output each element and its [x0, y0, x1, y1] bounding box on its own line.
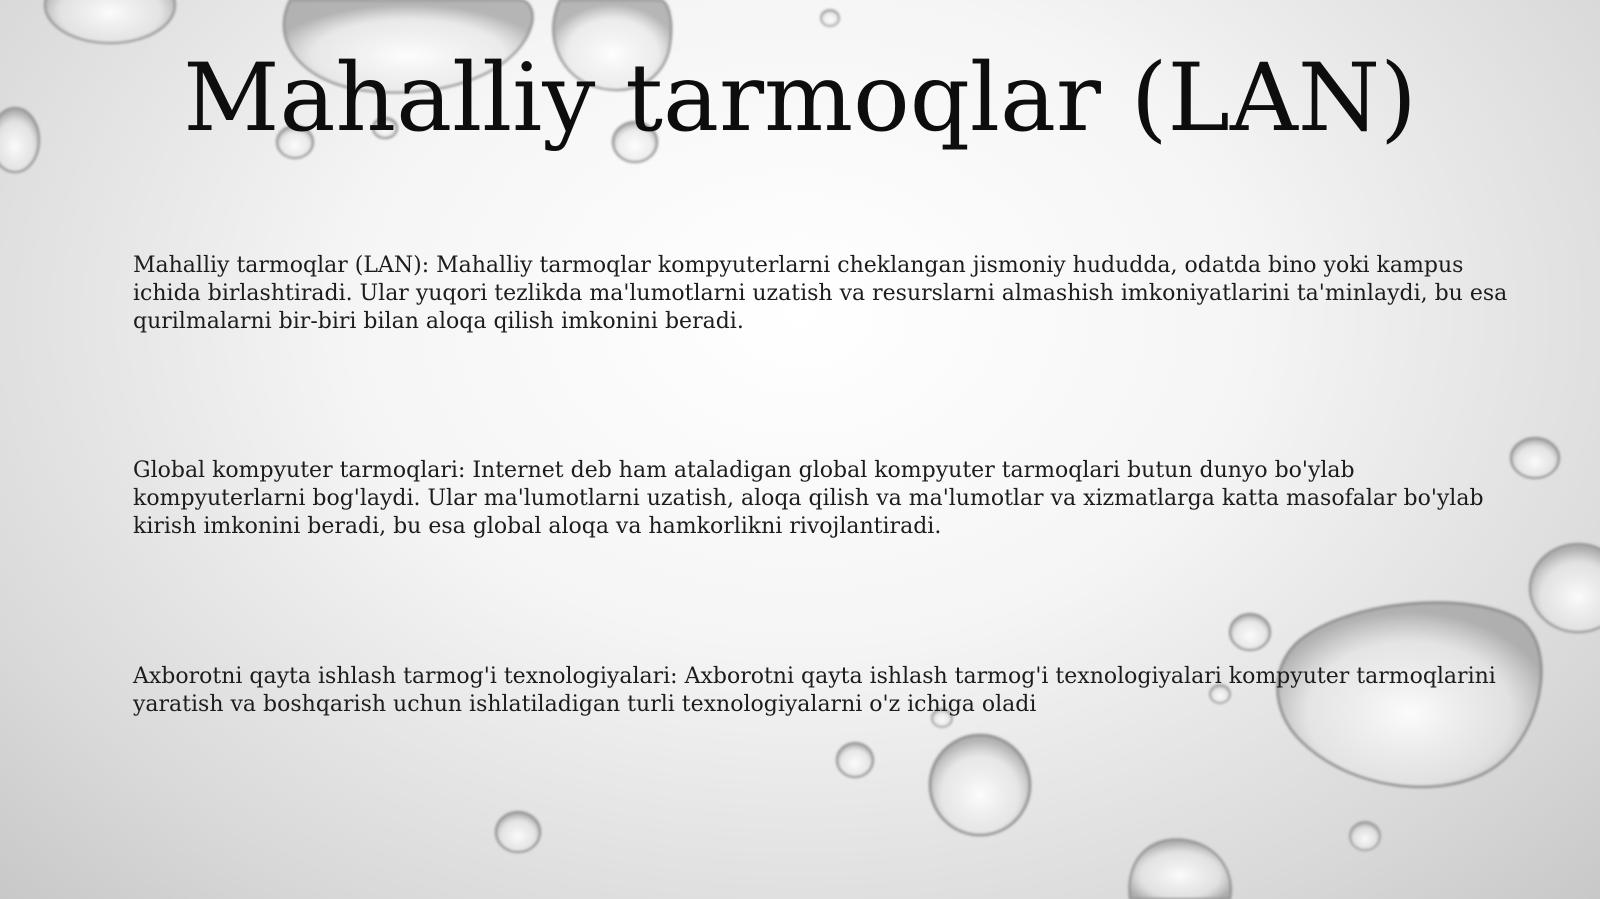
droplet — [1230, 614, 1270, 650]
droplet — [1350, 822, 1380, 850]
droplet — [496, 812, 540, 852]
droplet — [821, 10, 839, 26]
droplet — [1511, 438, 1559, 478]
droplet — [45, 0, 175, 43]
droplet — [1129, 839, 1231, 899]
paragraph-information-processing: Axborotni qayta ishlash tarmog'i texnologiyalari: Axborotni qayta ishlash tarmog'i texnologiyalari kompyuter tarmoqlarini yaratish va boshqarish uchun ishlatiladigan turli texnologiyalarni o'z ichiga oladi — [133, 664, 1496, 717]
droplet — [930, 735, 1030, 835]
slide-title: Mahalliy tarmoqlar (LAN) — [183, 44, 1417, 153]
paragraph-global-networks: Global kompyuter tarmoqlari: Internet deb ham ataladigan global kompyuter tarmoqlari butun dunyo bo'ylab kompyuterlarni bog'laydi. Ular ma'lumotlarni uzatish, aloqa qilish va ma'lumotlar va xizmatlarga katta masofalar bo'ylab kirish imkonini beradi, bu esa global aloqa va hamkorlikni rivojlantiradi. — [133, 458, 1484, 539]
droplet — [1530, 544, 1600, 632]
droplet — [837, 743, 873, 777]
paragraph-lan: Mahalliy tarmoqlar (LAN): Mahalliy tarmoqlar kompyuterlarni cheklangan jismoniy hududda, odatda bino yoki kampus ichida birlashtiradi. Ular yuqori tezlikda ma'lumotlarni uzatish va resurslarni almashish imkoniyatlarini ta'minlaydi, bu esa qurilmalarni bir-biri bilan aloqa qilish imkonini beradi. — [133, 253, 1508, 334]
